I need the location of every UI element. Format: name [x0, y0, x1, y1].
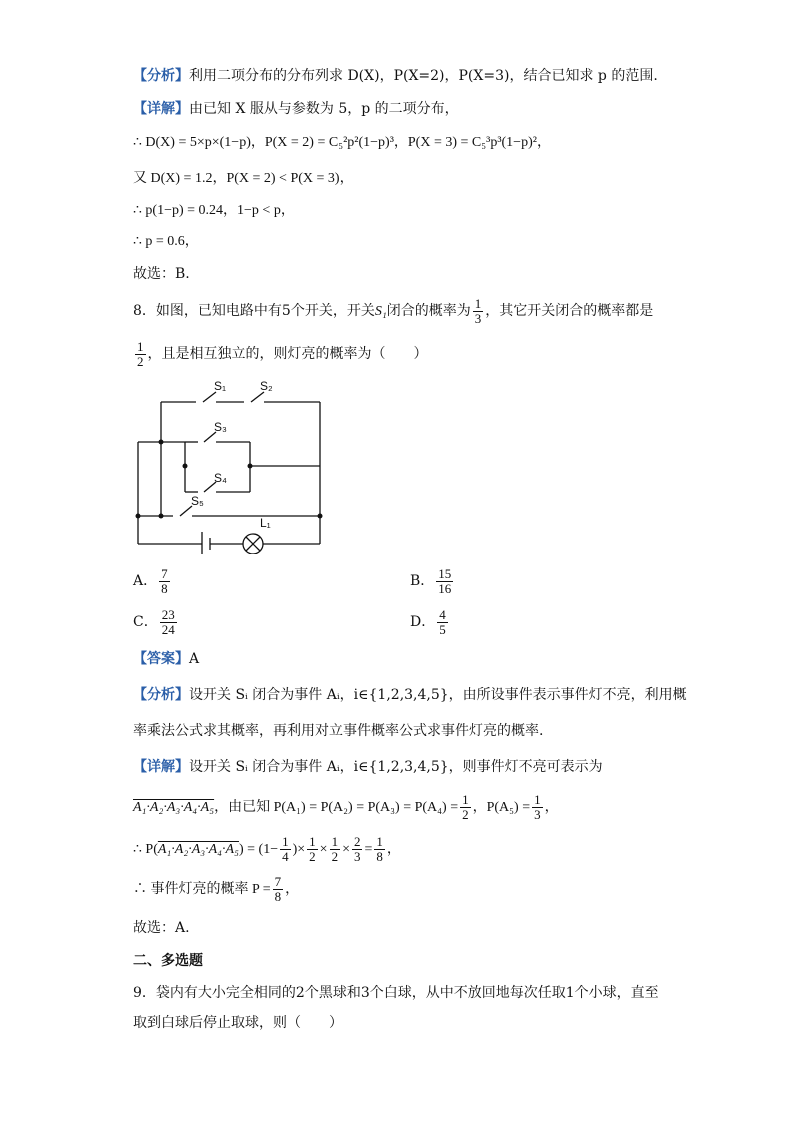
fraction-two-thirds: $\frac{2}{3}$	[353, 834, 361, 865]
analysis-text: 设开关 Sᵢ 闭合为事件 Aᵢ，i∈{1,2,3,4,5}，由所设事件表示事件灯不亮，利用概	[189, 687, 687, 703]
stem-s1: S₁	[374, 304, 387, 319]
label-s4: S₄	[214, 471, 227, 485]
q7-step3: ∴ p(1−p) = 0.24，1−p < p，	[133, 203, 295, 218]
label-s3: S₃	[214, 420, 227, 434]
q7-step2: 又 D(X) = 1.2，P(X = 2) < P(X = 3)，	[133, 171, 354, 186]
detail-tag: 【详解】	[133, 101, 189, 117]
analysis-text: 利用二项分布的分布列求 D(X)，P(X=2)，P(X=3)，结合已知求 p 的范围.	[189, 68, 658, 84]
q9-line2: 取到白球后停止取球，则（ ）	[133, 1015, 343, 1031]
stem-text: ，其它开关闭合的概率都是	[485, 303, 654, 319]
option-c: C． $\frac{23}{24}$	[133, 606, 175, 637]
event-expression: A₁·A₂·A₃·A₄·A₅	[133, 800, 215, 815]
circuit-diagram	[128, 374, 338, 554]
q8-answer	[133, 649, 199, 669]
option-a-fraction: $\frac{7}{8}$	[161, 565, 168, 596]
stem-text: ，且是相互独立的，则灯亮的概率为（ ）	[147, 346, 428, 362]
q8-detail-line2: A₁·A₂·A₃·A₄·A₅，由已知 P(A₁) = P(A₂) = P(A₃) = P(A₄) = $\frac{1}{2}$ ，P(A₅) = $\frac{1}{3}$ ，	[133, 792, 559, 823]
fraction-half: $\frac{1}{2}$	[462, 792, 469, 823]
fraction-one-third: $\frac{1}{3}$	[474, 295, 482, 326]
option-b-fraction: $\frac{15}{16}$	[438, 565, 452, 596]
analysis-tag: 【分析】	[133, 68, 189, 84]
q8-select: 故选：A.	[133, 920, 190, 936]
option-d-fraction: $\frac{4}{5}$	[439, 606, 446, 637]
q8-stem-line1	[133, 294, 653, 329]
q8-analysis-line1	[133, 685, 687, 705]
label-lamp: L₁	[260, 516, 271, 530]
detail-text: 由已知 X 服从与参数为 5，p 的二项分布，	[189, 101, 459, 117]
q8-detail-line3: ∴ P(A₁·A₂·A₃·A₄·A₅) = (1− $\frac{1}{4}$ )× $\frac{1}{2}$ × $\frac{1}{2}$ × $\frac{2}{3}$ = $\frac{1}{8}$ ，	[133, 834, 401, 865]
q7-step4: ∴ p = 0.6，	[133, 234, 199, 249]
fraction-quarter: $\frac{1}{4}$	[282, 834, 289, 865]
option-c-fraction: $\frac{23}{24}$	[161, 606, 175, 637]
stem-text: 闭合的概率为	[386, 303, 471, 319]
event-expression: A₁·A₂·A₃·A₄·A₅	[157, 842, 239, 857]
q8-detail-line4: ∴ 事件灯亮的概率 P = $\frac{7}{8}$ ，	[133, 874, 300, 905]
q7-analysis	[133, 66, 658, 86]
option-a: A． $\frac{7}{8}$	[133, 565, 168, 596]
section-title: 二、多选题	[133, 953, 203, 969]
q8-analysis-line2: 率乘法公式求其概率，再利用对立事件概率公式求事件灯亮的概率.	[133, 723, 544, 739]
label-s1: S₁	[214, 379, 227, 393]
fraction-half-2: $\frac{1}{2}$	[331, 834, 339, 865]
detail-text: 设开关 Sᵢ 闭合为事件 Aᵢ，i∈{1,2,3,4,5}，则事件灯不亮可表示为	[189, 759, 603, 775]
q9-line1: 9．袋内有大小完全相同的2个黑球和3个白球，从中不放回地每次任取1个小球，直至	[133, 985, 659, 1001]
analysis-tag: 【分析】	[133, 687, 189, 703]
stem-text: 8．如图，已知电路中有5个开关，开关	[133, 303, 375, 319]
q7-detail	[133, 99, 459, 119]
fraction-half-1: $\frac{1}{2}$	[309, 834, 316, 865]
label-s2: S₂	[260, 379, 273, 393]
fraction-one-half: $\frac{1}{2}$	[137, 338, 144, 369]
detail-tag: 【详解】	[133, 759, 189, 775]
answer-tag: 【答案】	[133, 651, 189, 667]
option-d: D． $\frac{4}{5}$	[410, 606, 446, 637]
fraction-third: $\frac{1}{3}$	[534, 792, 541, 823]
answer-value: A	[189, 651, 200, 667]
q8-stem-line2	[133, 337, 428, 371]
label-s5: S₅	[191, 494, 204, 508]
fraction-seven-eighths: $\frac{7}{8}$	[274, 874, 282, 905]
q8-detail-line1	[133, 757, 603, 777]
fraction-eighth: $\frac{1}{8}$	[376, 834, 383, 865]
q7-step1: ∴ D(X) = 5×p×(1−p)，P(X = 2) = C₅²p²(1−p)³，P(X = 3) = C₅³p³(1−p)²，	[133, 135, 551, 150]
option-b: B． $\frac{15}{16}$	[410, 565, 452, 596]
q7-select: 故选：B.	[133, 266, 190, 282]
